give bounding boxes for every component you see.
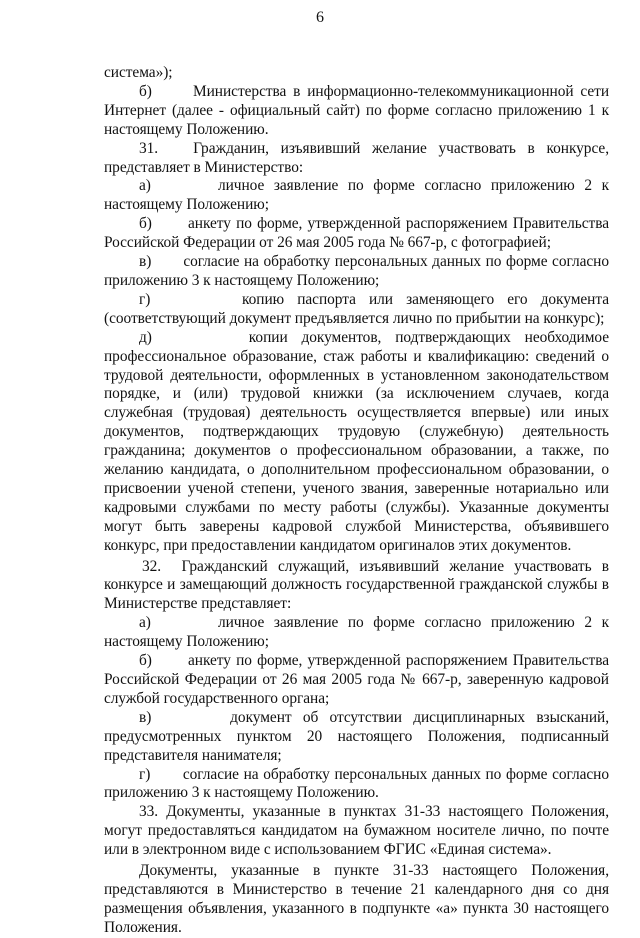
paragraph-32-item-b: б) анкету по форме, утвержденной распоряжением Правительства Российской Федерации от 26 мая 2005 года № 667-р, заверенную кадровой службой государственного органа; xyxy=(104,652,609,707)
paragraph-31-item-v: в) согласие на обработку персональных данных по форме согласно приложению 3 к настоящему Положению; xyxy=(104,253,609,289)
paragraph-continuation: система»); xyxy=(104,64,173,81)
paragraph-32-item-a: а) личное заявление по форме согласно приложению 2 к настоящему Положению; xyxy=(104,614,609,651)
paragraph-33: 33. Документы, указанные в пунктах 31-33 настоящего Положения, могут предоставляться кандидатом на бумажном носителе лично, по почте или в электронном виде с использованием ФГИС «Единая система». xyxy=(104,803,609,859)
paragraph-31-item-b: б) анкету по форме, утвержденной распоряжением Правительства Российской Федерации от 26 мая 2005 года № 667-р, с фотографией; xyxy=(104,215,609,252)
paragraph-32-item-g: г) согласие на обработку персональных данных по форме согласно приложению 3 к настоящему Положению. xyxy=(104,765,609,802)
paragraph-31-item-a: а) личное заявление по форме согласно приложению 2 к настоящему Положению; xyxy=(104,177,609,214)
paragraph-item-b-official-site: б) Министерства в информационно-телекоммуникационной сети Интернет (далее - официальный сайт) по форме согласно приложению 1 к настоящему Положению. xyxy=(104,82,609,138)
paragraph-31: 31. Гражданин, изъявивший желание участвовать в конкурсе, представляет в Министерство: xyxy=(104,139,609,176)
paragraph-32: 32. Гражданский служащий, изъявивший желание участвовать в конкурсе и замещающий должность государственной гражданской службы в Министерстве представляет: xyxy=(104,557,609,613)
page-number: 6 xyxy=(316,9,324,26)
document-body xyxy=(104,64,609,938)
paragraph-31-item-g: г) копию паспорта или заменяющего его документа (соответствующий документ предъявляется лично по прибытии на конкурс); xyxy=(104,290,609,327)
paragraph-31-item-d: д) копии документов, подтверждающих необходимое профессиональное образование, стаж работы и квалификацию: сведений о трудовой деятельности, оформленных в установленном законодательством порядке, и (или) трудовой книжки (за исключением случаев, когда служебная (трудовая) деятельность осуществляется впервые) или иных документов, подтверждающих трудовую (служебную) деятельность гражданина; документов о профессиональном образовании, а также, по желанию кандидата, о дополнительном профессиональном образовании, о присвоении ученой степени, ученого звания, заверенные нотариально или кадровыми службами по месту работы (службы). Указанные документы могут быть заверены кадровой службой Министерства, объявившего конкурс, при предоставлении кандидатом оригиналов этих документов. xyxy=(104,328,609,554)
paragraph-documents-deadline: Документы, указанные в пункте 31-33 настоящего Положения, представляются в Министерство в течение 21 календарного дня со дня размещения объявления, указанного в подпункте «а» пункта 30 настоящего Положения. xyxy=(104,862,609,936)
paragraph-32-item-v: в) документ об отсутствии дисциплинарных взысканий, предусмотренных пунктом 20 настоящего Положения, подписанный представителя нанимателя; xyxy=(104,708,609,764)
